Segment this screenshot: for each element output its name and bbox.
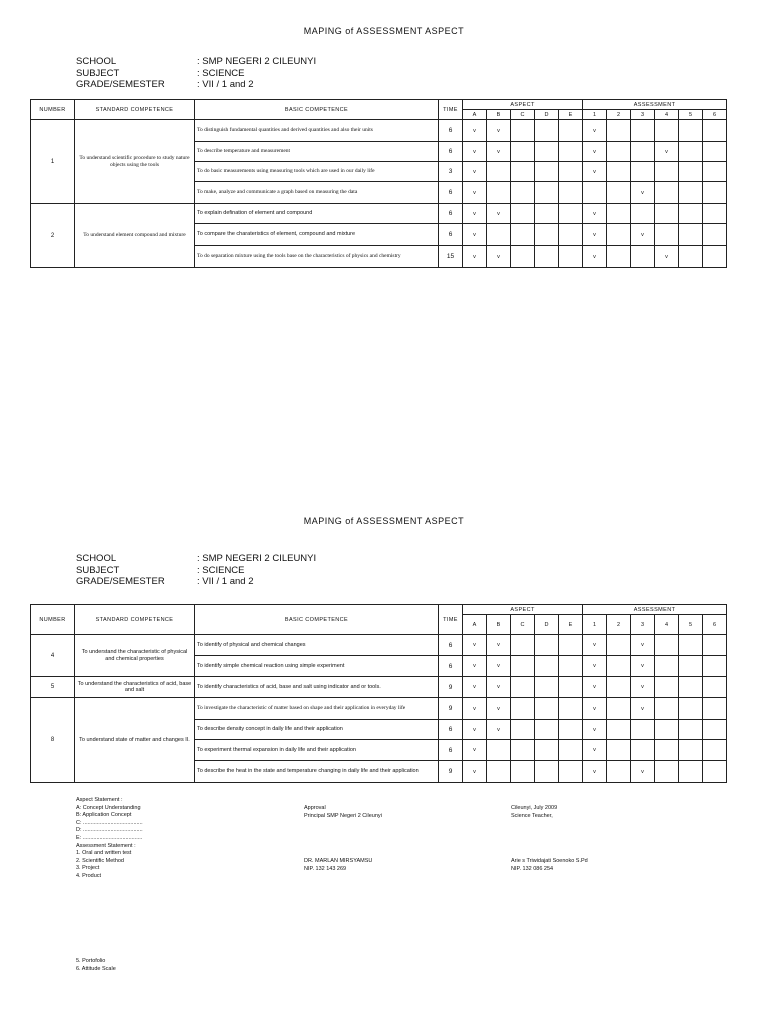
- assessment-item: 3. Project: [76, 865, 100, 872]
- aspect-mark: [559, 635, 583, 656]
- assessment-mark: [679, 656, 703, 677]
- aspect-mark: [535, 677, 559, 698]
- meta-row: [76, 56, 316, 68]
- basic-competence: To explain defination of element and compound: [195, 204, 439, 224]
- time-cell: 6: [439, 182, 463, 204]
- assessment-mark: [607, 761, 631, 783]
- meta-value: : VII / 1 and 2: [197, 576, 254, 587]
- time-cell: 15: [439, 246, 463, 268]
- assessment-mark: [655, 761, 679, 783]
- assessment-item: 6. Attitude Scale: [76, 965, 116, 972]
- assessment-mark: [655, 635, 679, 656]
- assessment-mark: v: [583, 698, 607, 720]
- assessment-mark: [703, 698, 727, 720]
- time-cell: 9: [439, 677, 463, 698]
- aspect-col-label: E: [559, 615, 583, 635]
- approval-name: DR. MARLAN MIRSYAMSU: [304, 858, 373, 865]
- assessment-mark: [703, 761, 727, 783]
- assessment-col-label: 5: [679, 615, 703, 635]
- standard-competence: To understand the characteristic of physical and chemical properties: [75, 635, 195, 677]
- assessment-mark: [631, 740, 655, 761]
- assessment-mark: [607, 635, 631, 656]
- aspect-mark: v: [463, 761, 487, 783]
- time-cell: 6: [439, 120, 463, 142]
- meta-key: GRADE/SEMESTER: [76, 79, 165, 90]
- assessment-mark: [703, 120, 727, 142]
- assessment-mark: [679, 246, 703, 268]
- time-cell: 6: [439, 635, 463, 656]
- meta-value: : SCIENCE: [197, 67, 245, 79]
- aspect-mark: [511, 698, 535, 720]
- assessment-mark: v: [583, 761, 607, 783]
- teacher-place-date: Cileunyi, July 2009: [511, 805, 558, 811]
- assessment-col-label: 3: [631, 110, 655, 120]
- assessment-col-label: 2: [607, 615, 631, 635]
- assessment-mark: [703, 656, 727, 677]
- aspect-mark: [535, 720, 559, 740]
- assessment-mark: [679, 204, 703, 224]
- group-number: 8: [31, 698, 75, 783]
- basic-competence: To identify characteristics of acid, base and salt using indicator and or tools.: [195, 677, 439, 698]
- assessment-mark: [607, 142, 631, 162]
- assessment-item: 5. Portofolio: [76, 958, 106, 964]
- assessment-mark: [679, 720, 703, 740]
- aspect-mark: [535, 204, 559, 224]
- aspect-mark: [511, 740, 535, 761]
- assessment-col-label: 4: [655, 110, 679, 120]
- aspect-mark: [535, 698, 559, 720]
- assessment-mark: [703, 204, 727, 224]
- assessment-mark: [703, 182, 727, 204]
- aspect-mark: v: [463, 656, 487, 677]
- basic-competence: To describe the heat in the state and temperature changing in daily life and their application: [195, 761, 439, 783]
- assessment-col-label: 1: [583, 110, 607, 120]
- assessment-mark: [679, 162, 703, 182]
- assessment-mark: [679, 761, 703, 783]
- assessment-mark: [679, 698, 703, 720]
- aspect-mark: [535, 740, 559, 761]
- aspect-mark: [511, 182, 535, 204]
- time-cell: 6: [439, 740, 463, 761]
- assessment-mark: [607, 677, 631, 698]
- table-row: [31, 698, 727, 720]
- aspect-mark: v: [463, 677, 487, 698]
- assessment-heading: Assessment Statement :: [76, 842, 136, 849]
- assessment-mark: [655, 698, 679, 720]
- assessment-mark: [679, 224, 703, 246]
- assessment-mark: v: [631, 698, 655, 720]
- assessment-mark: [703, 635, 727, 656]
- meta-key: SUBJECT: [76, 564, 120, 576]
- aspect-mark: v: [487, 698, 511, 720]
- standard-competence: To understand state of matter and changes II.: [75, 698, 195, 783]
- assessment-mark: [703, 246, 727, 268]
- assessment-mark: v: [655, 246, 679, 268]
- col-standard-header: STANDARD COMPETENCE: [75, 605, 195, 635]
- assessment-mark: [655, 677, 679, 698]
- aspect-header: ASPECT: [463, 100, 583, 110]
- teacher-block: [511, 805, 588, 873]
- basic-competence: To distinguish fundamental quantities and derived quantities and also their units: [195, 120, 439, 142]
- standard-competence: To understand element compound and mixture: [75, 204, 195, 268]
- aspect-mark: v: [463, 162, 487, 182]
- aspect-mark: v: [463, 120, 487, 142]
- col-number-header: NUMBER: [31, 605, 75, 635]
- meta-row: [76, 565, 316, 577]
- table-row: [31, 204, 727, 224]
- aspect-mark: v: [487, 246, 511, 268]
- aspect-col-label: A: [463, 615, 487, 635]
- basic-competence: To do separation mixture using the tools base on the characteristics of physics and chemistry: [195, 246, 439, 268]
- aspect-mark: v: [463, 720, 487, 740]
- basic-competence: To describe density concept in daily life and their application: [195, 720, 439, 740]
- page2-title: MAPING of ASSESSMENT ASPECT: [303, 516, 465, 526]
- time-cell: 6: [439, 224, 463, 246]
- page2-table: [30, 604, 727, 783]
- assessment-mark: [703, 142, 727, 162]
- aspect-item: D: .......................................: [76, 827, 143, 834]
- assessment-mark: [655, 656, 679, 677]
- time-cell: 3: [439, 162, 463, 182]
- assessment-col-label: 6: [703, 110, 727, 120]
- table-row: [31, 635, 727, 656]
- teacher-role: Science Teacher,: [511, 812, 553, 819]
- aspect-mark: [535, 246, 559, 268]
- teacher-nip: NIP. 132 086 254: [511, 865, 554, 872]
- time-cell: 9: [439, 698, 463, 720]
- aspect-mark: [535, 224, 559, 246]
- group-number: 1: [31, 120, 75, 204]
- aspect-mark: v: [487, 677, 511, 698]
- group-number: 2: [31, 204, 75, 268]
- assessment-mark: [631, 246, 655, 268]
- approval-block: [304, 805, 382, 873]
- aspect-mark: [535, 182, 559, 204]
- aspect-mark: v: [463, 246, 487, 268]
- aspect-mark: [487, 224, 511, 246]
- assessment-col-label: 5: [679, 110, 703, 120]
- aspect-mark: [511, 720, 535, 740]
- aspect-mark: [535, 656, 559, 677]
- assessment-mark: [655, 204, 679, 224]
- meta-value: : VII / 1 and 2: [197, 79, 254, 90]
- aspect-mark: v: [463, 142, 487, 162]
- meta-row: [76, 576, 316, 588]
- aspect-mark: [487, 182, 511, 204]
- assessment-mark: v: [583, 740, 607, 761]
- aspect-mark: [511, 162, 535, 182]
- aspect-mark: [559, 761, 583, 783]
- basic-competence: To investigate the characteristic of matter based on shape and their application in everyday life: [195, 698, 439, 720]
- assessment-mark: v: [583, 142, 607, 162]
- aspect-mark: [535, 120, 559, 142]
- assessment-mark: v: [631, 677, 655, 698]
- aspect-mark: v: [463, 204, 487, 224]
- aspect-mark: [559, 120, 583, 142]
- time-cell: 6: [439, 720, 463, 740]
- basic-competence: To make, analyze and communicate a graph based on measuring the data: [195, 182, 439, 204]
- standard-competence: To understand scientific procedure to study nature objects using the tools: [75, 120, 195, 204]
- group-number: 4: [31, 635, 75, 677]
- col-basic-header: BASIC COMPETENCE: [195, 605, 439, 635]
- meta-key: SCHOOL: [76, 553, 117, 564]
- meta-row: [76, 79, 316, 91]
- assessment-col-label: 3: [631, 615, 655, 635]
- assessment-mark: v: [631, 635, 655, 656]
- assessment-mark: [607, 740, 631, 761]
- aspect-mark: [559, 246, 583, 268]
- meta-key: SCHOOL: [76, 56, 117, 67]
- group-number: 5: [31, 677, 75, 698]
- assessment-col-label: 1: [583, 615, 607, 635]
- aspect-mark: v: [487, 142, 511, 162]
- meta-value: : SCIENCE: [197, 564, 245, 576]
- aspect-col-label: E: [559, 110, 583, 120]
- aspect-col-label: A: [463, 110, 487, 120]
- aspect-mark: [511, 224, 535, 246]
- assessment-mark: [607, 246, 631, 268]
- assessment-col-label: 2: [607, 110, 631, 120]
- meta-row: [76, 553, 316, 565]
- col-basic-header: BASIC COMPETENCE: [195, 100, 439, 120]
- assessment-mark: [607, 182, 631, 204]
- assessment-mark: [703, 162, 727, 182]
- aspect-mark: v: [463, 182, 487, 204]
- approval-nip: NIP. 132 143 269: [304, 865, 347, 872]
- assessment-mark: [679, 120, 703, 142]
- page1-meta: [76, 56, 316, 91]
- assessment-item: 2. Scientific Method: [76, 857, 124, 864]
- assessment-mark: [631, 142, 655, 162]
- aspect-mark: [535, 635, 559, 656]
- aspect-mark: [559, 720, 583, 740]
- assessment-mark: [607, 224, 631, 246]
- table-row: [31, 120, 727, 142]
- aspect-mark: [535, 761, 559, 783]
- aspect-col-label: B: [487, 110, 511, 120]
- assessment-mark: [655, 182, 679, 204]
- assessment-mark: [703, 677, 727, 698]
- aspect-mark: [535, 142, 559, 162]
- aspect-mark: [511, 204, 535, 224]
- assessment-mark: v: [583, 120, 607, 142]
- assessment-mark: [655, 162, 679, 182]
- basic-competence: To experiment thermal expansion in daily life and their application: [195, 740, 439, 761]
- aspect-mark: [511, 120, 535, 142]
- assessment-mark: [679, 740, 703, 761]
- assessment-mark: v: [583, 635, 607, 656]
- aspect-item: E: .......................................: [76, 834, 143, 841]
- aspect-mark: [511, 142, 535, 162]
- meta-value: : SMP NEGERI 2 CILEUNYI: [197, 553, 317, 564]
- aspect-col-label: C: [511, 615, 535, 635]
- meta-key: GRADE/SEMESTER: [76, 576, 165, 587]
- assessment-item: 4. Product: [76, 872, 102, 879]
- time-cell: 6: [439, 142, 463, 162]
- meta-value: : SMP NEGERI 2 CILEUNYI: [197, 56, 317, 67]
- aspect-mark: v: [487, 120, 511, 142]
- aspect-mark: v: [487, 204, 511, 224]
- aspect-col-label: C: [511, 110, 535, 120]
- assessment-mark: v: [655, 142, 679, 162]
- assessment-mark: [655, 224, 679, 246]
- aspect-heading: Aspect Statement :: [76, 797, 123, 803]
- assessment-mark: [631, 162, 655, 182]
- time-cell: 9: [439, 761, 463, 783]
- aspect-mark: [487, 740, 511, 761]
- assessment-mark: [703, 740, 727, 761]
- assessment-col-label: 4: [655, 615, 679, 635]
- assessment-mark: v: [583, 656, 607, 677]
- assessment-mark: [703, 720, 727, 740]
- aspect-mark: [487, 162, 511, 182]
- aspect-mark: v: [463, 698, 487, 720]
- aspect-mark: [559, 182, 583, 204]
- aspect-item: A: Concept Understanding: [76, 804, 141, 811]
- assessment-mark: v: [583, 246, 607, 268]
- page2-meta: [76, 553, 316, 588]
- assessment-mark: v: [631, 224, 655, 246]
- table-row: [31, 677, 727, 698]
- aspect-mark: [511, 635, 535, 656]
- aspect-mark: [559, 698, 583, 720]
- aspect-mark: [511, 677, 535, 698]
- aspect-item: B: Application Concept: [76, 812, 132, 819]
- aspect-mark: [559, 204, 583, 224]
- assessment-header: ASSESSMENT: [583, 605, 727, 615]
- assessment-mark: [679, 142, 703, 162]
- assessment-mark: v: [631, 656, 655, 677]
- meta-row: [76, 68, 316, 80]
- aspect-mark: v: [463, 740, 487, 761]
- aspect-mark: [487, 761, 511, 783]
- assessment-mark: [631, 720, 655, 740]
- assessment-mark: [607, 162, 631, 182]
- aspect-mark: [511, 656, 535, 677]
- assessment-mark: v: [583, 162, 607, 182]
- aspect-mark: [559, 162, 583, 182]
- basic-competence: To identify simple chemical reaction using simple experiment: [195, 656, 439, 677]
- aspect-statement: [76, 797, 143, 881]
- approval-role: Principal SMP Negeri 2 Cileunyi: [304, 812, 382, 819]
- aspect-mark: [511, 761, 535, 783]
- assessment-mark: [655, 740, 679, 761]
- assessment-mark: v: [583, 677, 607, 698]
- assessment-mark: [703, 224, 727, 246]
- assessment-mark: [607, 656, 631, 677]
- assessment-mark: [607, 698, 631, 720]
- assessment-col-label: 6: [703, 615, 727, 635]
- assessment-mark: [607, 204, 631, 224]
- basic-competence: To describe temperature and measurement: [195, 142, 439, 162]
- assessment-mark: [583, 182, 607, 204]
- assessment-mark: [679, 182, 703, 204]
- assessment-mark: [655, 120, 679, 142]
- aspect-mark: [559, 142, 583, 162]
- aspect-mark: [559, 677, 583, 698]
- assessment-statement-more: [76, 958, 116, 973]
- page1-table: [30, 99, 727, 268]
- col-time-header: TIME: [439, 605, 463, 635]
- assessment-mark: v: [583, 204, 607, 224]
- assessment-mark: [607, 720, 631, 740]
- standard-competence: To understand the characteristics of acid, base and salt: [75, 677, 195, 698]
- aspect-item: C: .......................................: [76, 819, 143, 826]
- assessment-mark: [679, 677, 703, 698]
- aspect-mark: [559, 740, 583, 761]
- time-cell: 6: [439, 204, 463, 224]
- aspect-mark: v: [463, 635, 487, 656]
- aspect-col-label: B: [487, 615, 511, 635]
- col-number-header: NUMBER: [31, 100, 75, 120]
- aspect-mark: [511, 246, 535, 268]
- assessment-mark: [679, 635, 703, 656]
- col-standard-header: STANDARD COMPETENCE: [75, 100, 195, 120]
- meta-key: SUBJECT: [76, 67, 120, 79]
- aspect-mark: v: [463, 224, 487, 246]
- assessment-mark: v: [631, 761, 655, 783]
- aspect-mark: v: [487, 656, 511, 677]
- aspect-col-label: D: [535, 615, 559, 635]
- col-time-header: TIME: [439, 100, 463, 120]
- header-row: [31, 100, 727, 110]
- assessment-mark: v: [583, 224, 607, 246]
- approval-label: Approval: [304, 805, 326, 811]
- aspect-mark: [535, 162, 559, 182]
- assessment-mark: v: [631, 182, 655, 204]
- aspect-mark: v: [487, 720, 511, 740]
- aspect-mark: v: [487, 635, 511, 656]
- basic-competence: To do basic measurements using measuring tools which are used in our daily life: [195, 162, 439, 182]
- assessment-mark: [607, 120, 631, 142]
- assessment-mark: [631, 120, 655, 142]
- aspect-col-label: D: [535, 110, 559, 120]
- assessment-item: 1. Oral and written test: [76, 850, 132, 857]
- teacher-name: Arie s Triwidajati Soenoko S.Pd: [511, 858, 588, 865]
- header-row: [31, 605, 727, 615]
- assessment-mark: [631, 204, 655, 224]
- aspect-mark: [559, 224, 583, 246]
- assessment-header: ASSESSMENT: [583, 100, 727, 110]
- basic-competence: To compare the charateristics of element, compound and mixture: [195, 224, 439, 246]
- aspect-mark: [559, 656, 583, 677]
- assessment-mark: [655, 720, 679, 740]
- time-cell: 6: [439, 656, 463, 677]
- assessment-mark: v: [583, 720, 607, 740]
- aspect-header: ASPECT: [463, 605, 583, 615]
- page1-title: MAPING of ASSESSMENT ASPECT: [303, 26, 465, 36]
- basic-competence: To identify of physical and chemical changes: [195, 635, 439, 656]
